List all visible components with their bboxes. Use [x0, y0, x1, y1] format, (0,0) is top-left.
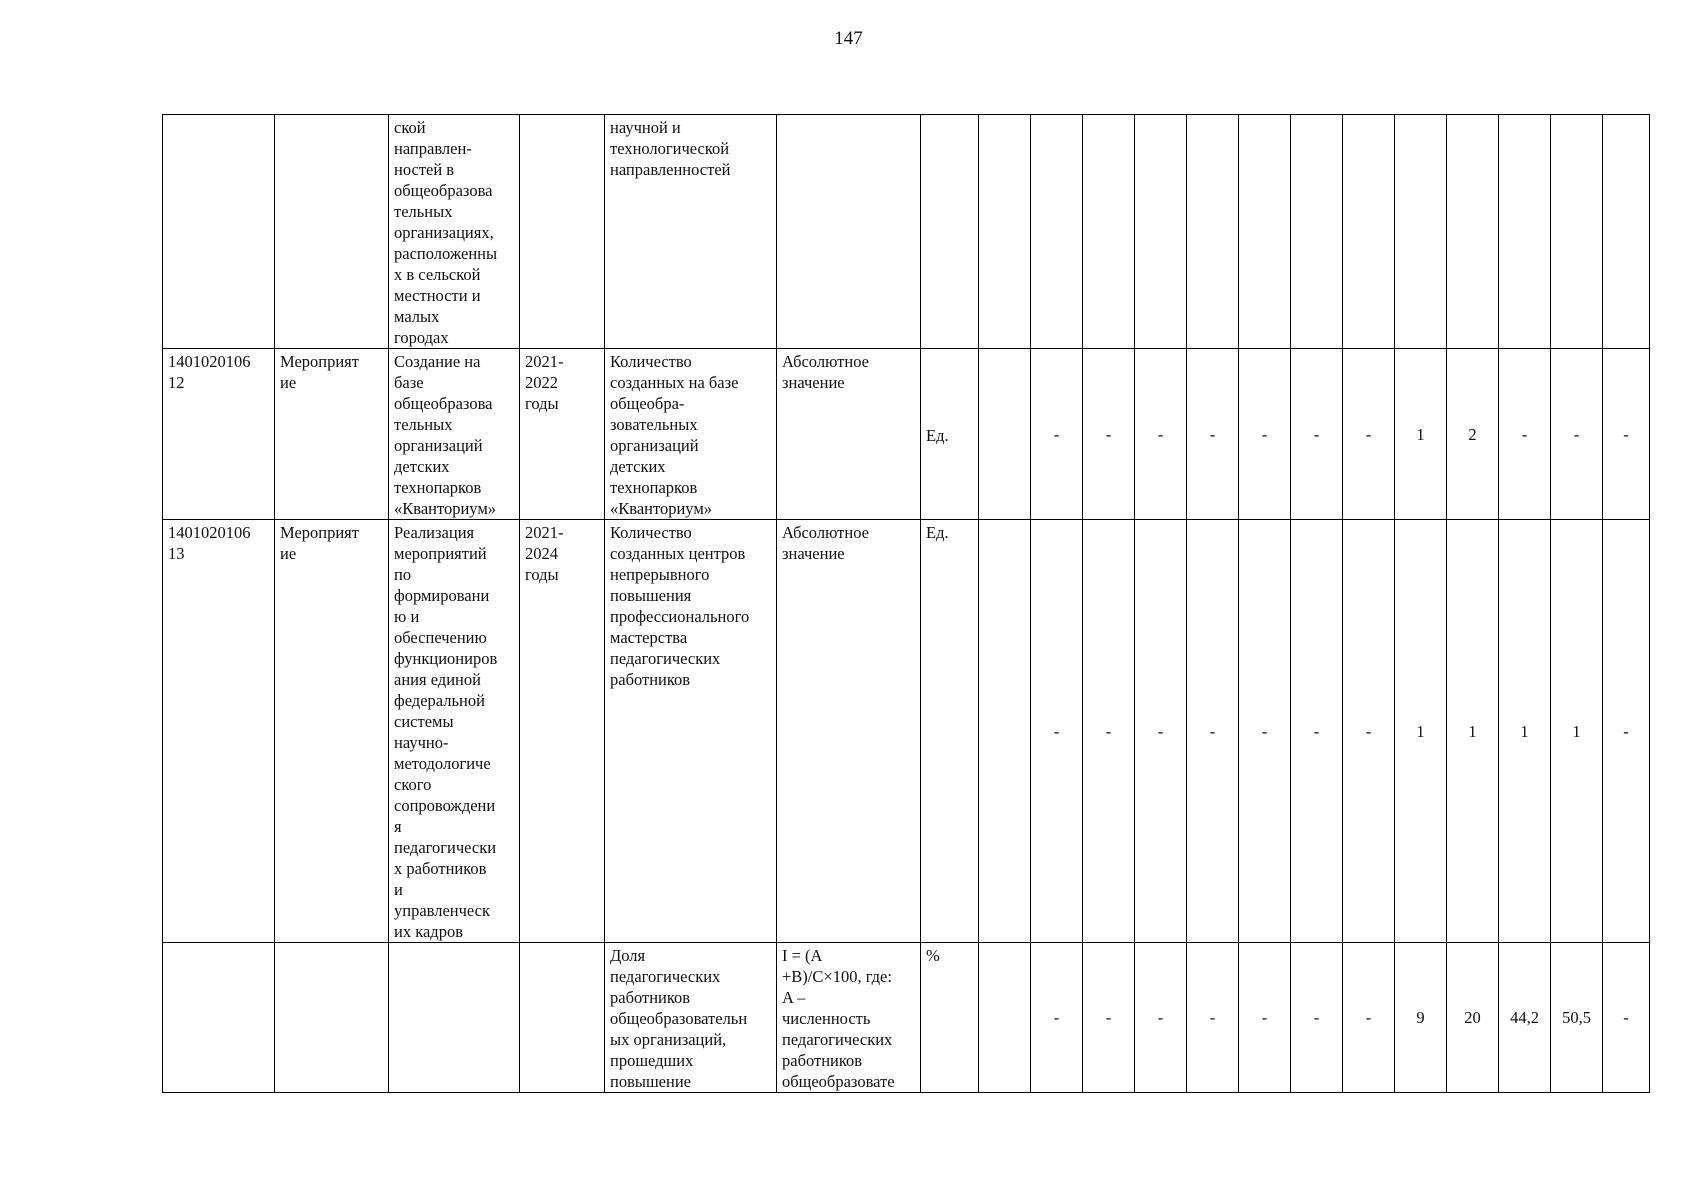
table-row: [163, 115, 1650, 349]
cell-value: [1135, 115, 1187, 349]
cell-value: [979, 943, 1031, 1093]
cell-code: 1401020106 13: [163, 520, 275, 943]
cell-name: Реализация мероприятий по формировани ю и обеспечению функциониров ания единой федеральной системы научно- методологиче ского сопровождени я педагогически х работников и управленческ их кадров: [389, 520, 520, 943]
cell-value: [1031, 115, 1083, 349]
cell-value: [1291, 115, 1343, 349]
cell-value: 44,2: [1499, 943, 1551, 1093]
cell-value: -: [1239, 349, 1291, 520]
cell-value: -: [1239, 943, 1291, 1093]
cell-value: 1: [1395, 349, 1447, 520]
cell-period: [520, 943, 605, 1093]
cell-code: [163, 943, 275, 1093]
cell-unit: Ед.: [921, 520, 979, 943]
cell-value: 9: [1395, 943, 1447, 1093]
page-number: 147: [834, 28, 863, 49]
cell-period: [520, 115, 605, 349]
cell-period: 2021- 2024 годы: [520, 520, 605, 943]
cell-value: -: [1135, 943, 1187, 1093]
cell-value: [1603, 115, 1650, 349]
indicators-table: [162, 114, 1650, 1093]
cell-indicator: Доля педагогических работников общеобразовательн ых организаций, прошедших повышение: [605, 943, 777, 1093]
cell-value: -: [1187, 943, 1239, 1093]
cell-type: Мероприят ие: [275, 520, 389, 943]
cell-calc: Абсолютное значение: [777, 349, 921, 520]
cell-value: [1395, 115, 1447, 349]
cell-value: [1551, 115, 1603, 349]
cell-unit: [921, 115, 979, 349]
table-row: [163, 943, 1650, 1093]
cell-value: 1: [1551, 520, 1603, 943]
cell-value: -: [1551, 349, 1603, 520]
cell-value: -: [1083, 943, 1135, 1093]
cell-value: 50,5: [1551, 943, 1603, 1093]
table-row: [163, 520, 1650, 943]
cell-value: -: [1135, 520, 1187, 943]
cell-value: -: [1187, 349, 1239, 520]
cell-value: [979, 115, 1031, 349]
cell-value: [1083, 115, 1135, 349]
cell-type: Мероприят ие: [275, 349, 389, 520]
cell-value: -: [1031, 520, 1083, 943]
cell-value: 1: [1499, 520, 1551, 943]
cell-value: -: [1291, 520, 1343, 943]
cell-value: 2: [1447, 349, 1499, 520]
cell-code: [163, 115, 275, 349]
cell-code: 1401020106 12: [163, 349, 275, 520]
cell-indicator: Количество созданных на базе общеобра- зовательных организаций детских технопарков «Кванториум»: [605, 349, 777, 520]
cell-value: [979, 520, 1031, 943]
cell-type: [275, 943, 389, 1093]
cell-value: -: [1499, 349, 1551, 520]
cell-value: -: [1083, 349, 1135, 520]
cell-value: -: [1291, 349, 1343, 520]
cell-indicator: Количество созданных центров непрерывного повышения профессионального мастерства педагогических работников: [605, 520, 777, 943]
cell-value: [1499, 115, 1551, 349]
table-row: [163, 349, 1650, 520]
cell-value: -: [1291, 943, 1343, 1093]
cell-calc: Абсолютное значение: [777, 520, 921, 943]
cell-value: -: [1603, 349, 1650, 520]
cell-calc: I = (A +B)/C×100, где: A – численность педагогических работников общеобразовате: [777, 943, 921, 1093]
cell-unit: Ед.: [921, 349, 979, 520]
cell-value: 1: [1447, 520, 1499, 943]
cell-value: 20: [1447, 943, 1499, 1093]
cell-value: -: [1603, 943, 1650, 1093]
cell-value: 1: [1395, 520, 1447, 943]
cell-value: [1187, 115, 1239, 349]
cell-value: -: [1239, 520, 1291, 943]
cell-name: ской направлен- ностей в общеобразова тельных организациях, расположенны х в сельской местности и малых городах: [389, 115, 520, 349]
cell-name: [389, 943, 520, 1093]
cell-value: [1343, 115, 1395, 349]
cell-value: -: [1031, 943, 1083, 1093]
cell-value: -: [1603, 520, 1650, 943]
cell-value: -: [1343, 943, 1395, 1093]
cell-calc: [777, 115, 921, 349]
cell-value: -: [1187, 520, 1239, 943]
cell-value: [1239, 115, 1291, 349]
cell-name: Создание на базе общеобразова тельных организаций детских технопарков «Кванториум»: [389, 349, 520, 520]
cell-value: -: [1343, 349, 1395, 520]
cell-unit: %: [921, 943, 979, 1093]
cell-value: [1447, 115, 1499, 349]
cell-period: 2021- 2022 годы: [520, 349, 605, 520]
cell-value: -: [1031, 349, 1083, 520]
cell-value: [979, 349, 1031, 520]
cell-value: -: [1343, 520, 1395, 943]
cell-value: -: [1083, 520, 1135, 943]
cell-indicator: научной и технологической направленностей: [605, 115, 777, 349]
cell-type: [275, 115, 389, 349]
cell-value: -: [1135, 349, 1187, 520]
